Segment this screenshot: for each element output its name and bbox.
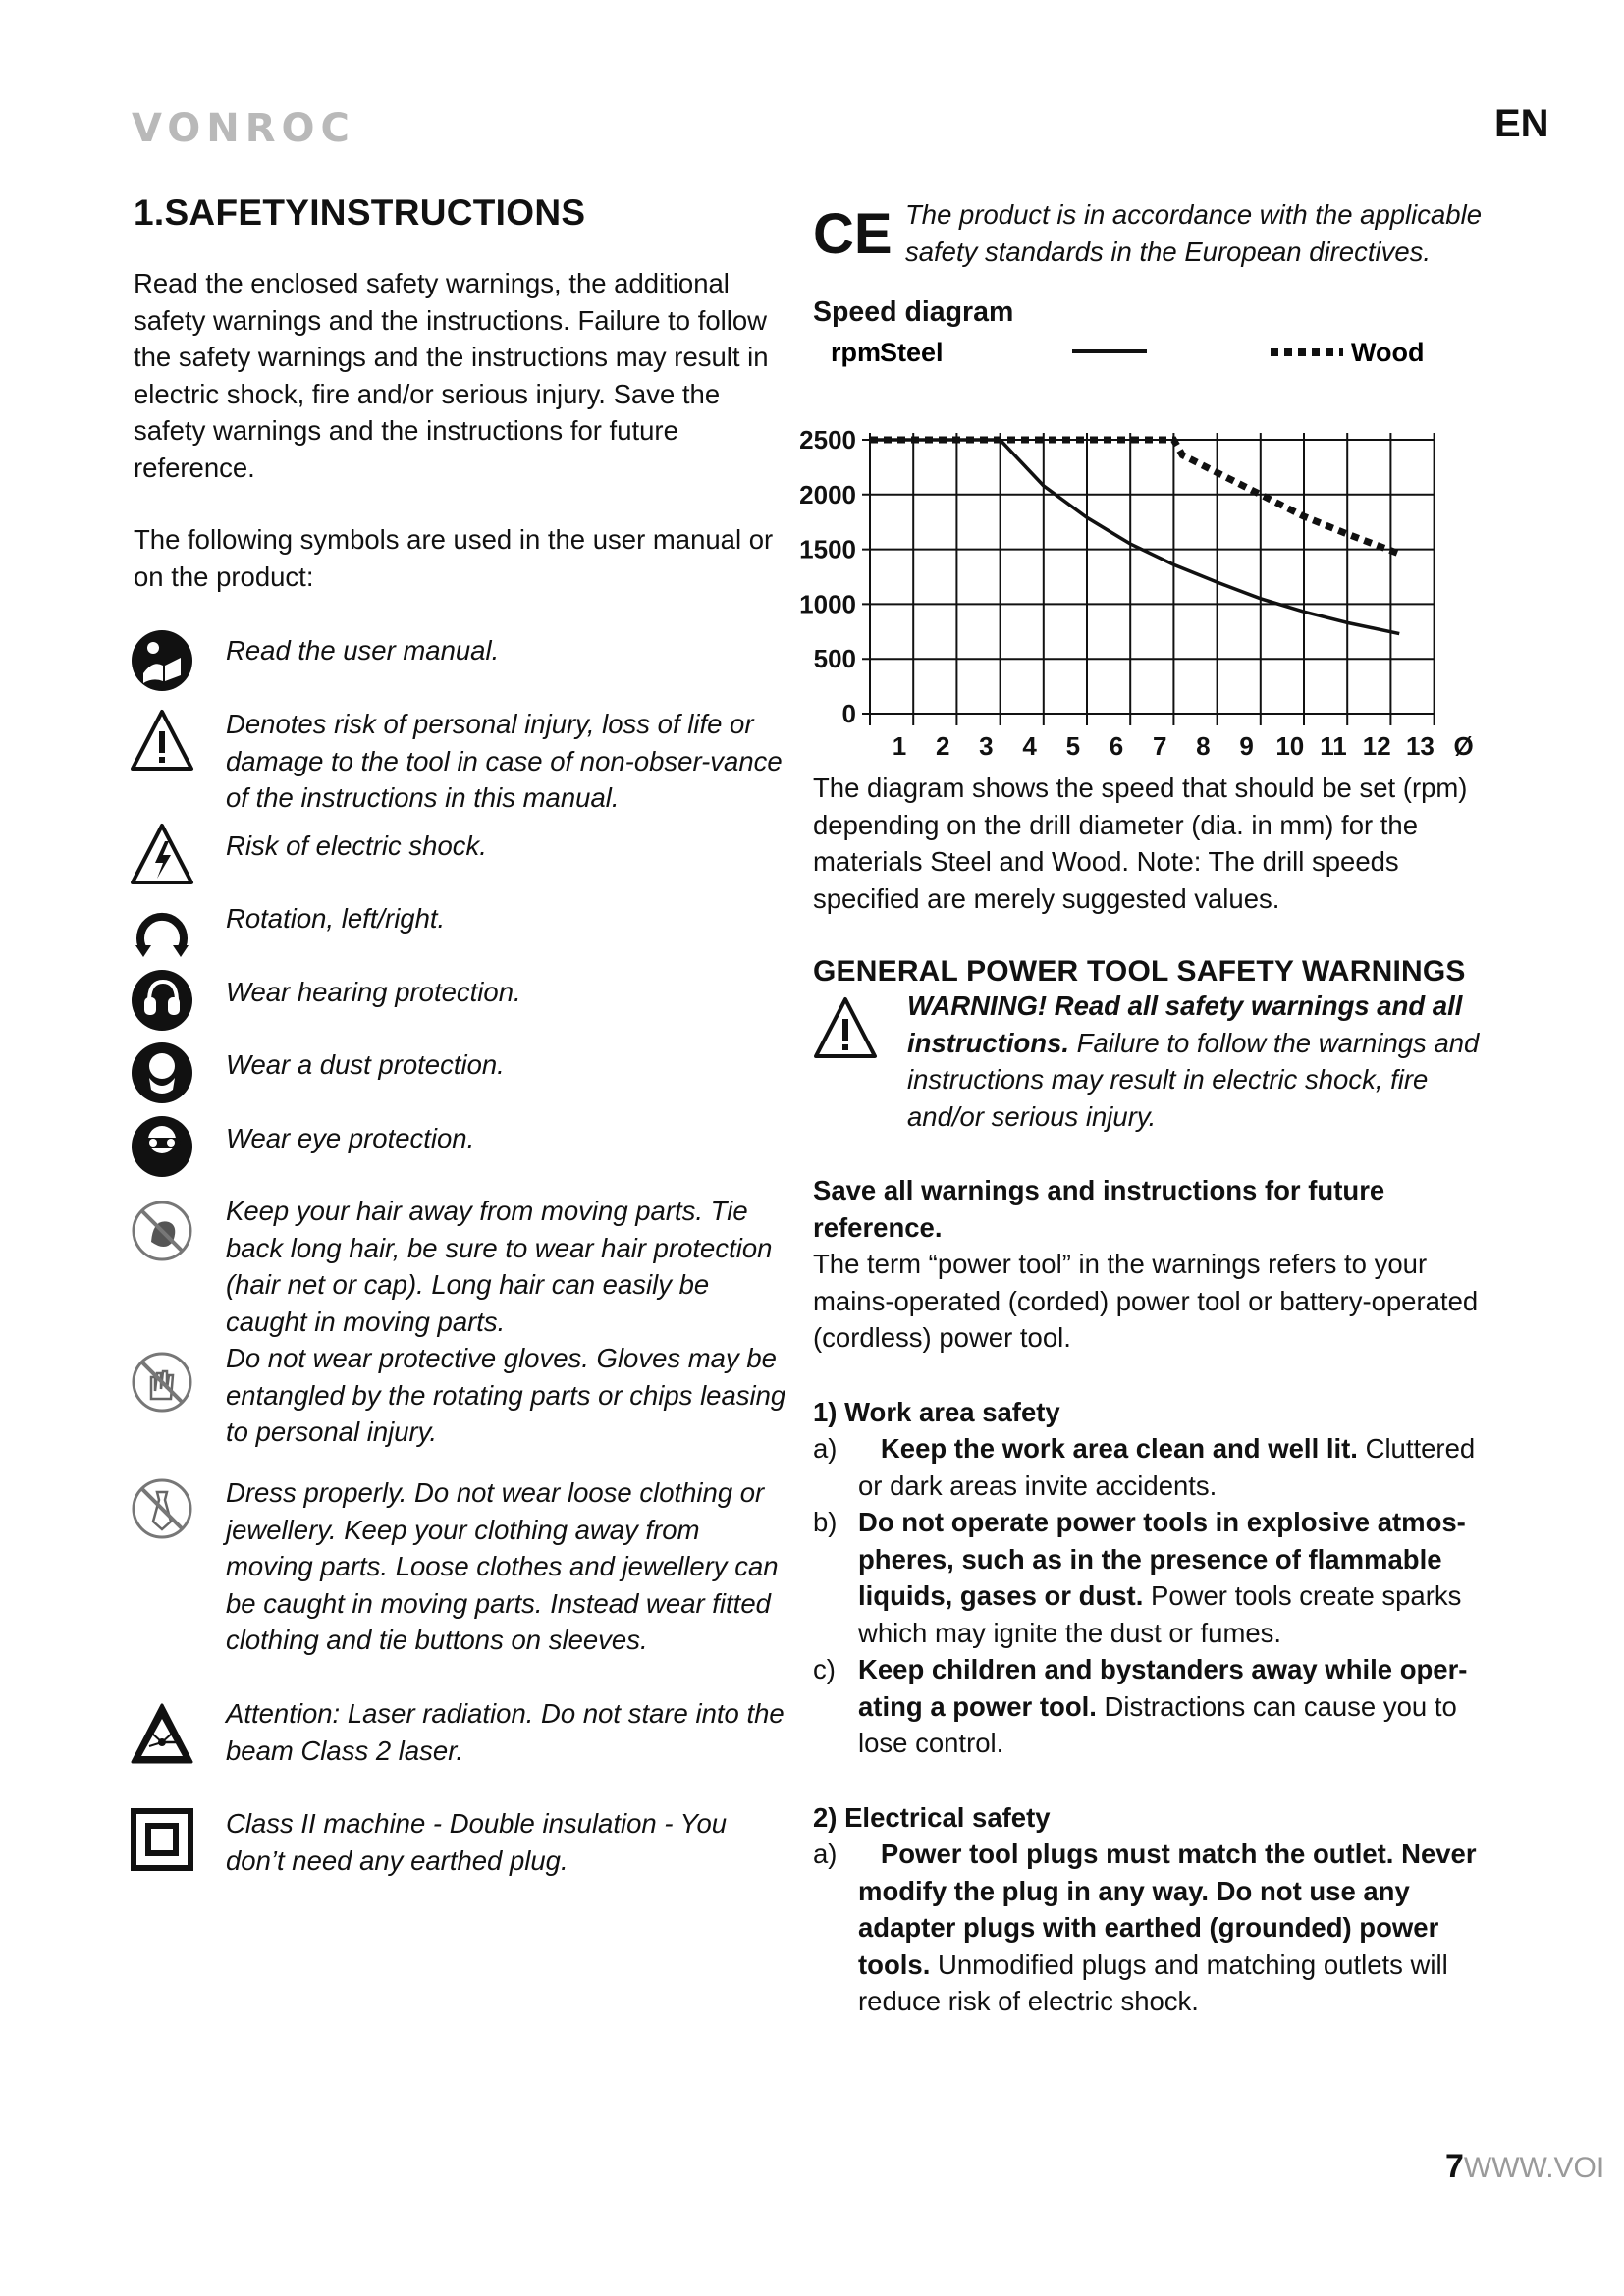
speed-diagram-chart: [799, 331, 1490, 768]
list-rest-text: Distractions can cause you to lose control.: [858, 1690, 1457, 1758]
x-tick-label: 4: [1022, 731, 1037, 761]
symbol-text: Keep your hair away from moving parts. Tie back long hair, be sure to wear hair protection (hair net or cap). Long hair can easily be caught in moving parts.: [226, 1196, 773, 1337]
list-text: [858, 1504, 1490, 1651]
eye-protection-icon: [130, 1114, 194, 1179]
list-bold-text: Keep the work area clean and well lit.: [858, 1433, 1358, 1464]
y-tick-label: 1000: [799, 589, 856, 619]
section-title: 1.SAFETYINSTRUCTIONS: [134, 192, 586, 233]
symbol-row: [134, 1474, 791, 1695]
power-tool-term: The term “power tool” in the warnings refers to your mains-operated (corded) power tool or battery-operated (cordless) power tool.: [813, 1249, 1479, 1353]
y-tick-labels: [799, 425, 856, 728]
y-tick-label: 1500: [799, 534, 856, 564]
symbol-text: Wear a dust protection.: [226, 1049, 505, 1080]
chart-grid: [862, 433, 1435, 725]
warning-rest: Failure to follow the warnings and instructions may result in electric shock, fire and/or serious injury.: [907, 1027, 1480, 1132]
x-tick-label: Ø: [1453, 731, 1474, 761]
symbol-row: [134, 1695, 791, 1805]
symbol-row: [134, 1120, 791, 1193]
y-axis-unit-label: rpm: [831, 338, 882, 367]
list-bold-text: Power tool plugs must match the outlet. Never modify the plug in any way. Do not use any adapter plugs with earthed (grounded) power tools.: [858, 1839, 1485, 1980]
warning-bold: WARNING! Read all safety warnings and all instructions.: [907, 990, 1463, 1058]
y-tick-label: 500: [813, 644, 856, 674]
chart-legend: [831, 338, 1424, 367]
x-tick-label: 5: [1065, 731, 1081, 761]
list-text: [858, 1430, 1490, 1504]
hearing-protection-icon: [130, 968, 194, 1033]
symbol-row: [134, 974, 791, 1046]
x-tick-label: 13: [1405, 731, 1435, 761]
symbol-row: [134, 1046, 791, 1120]
symbol-text: Class II machine - Double insulation - You don’t need any earthed plug.: [226, 1808, 728, 1876]
diagram-note: The diagram shows the speed that should be set (rpm) depending on the drill diameter (dia. in mm) for the materials Steel and Wood. Note: The drill speeds specified are merely suggested values.: [813, 773, 1468, 914]
save-all-instruction: Save all warnings and instructions for future reference.: [813, 1175, 1385, 1243]
symbol-text: Do not wear protective gloves. Gloves may be entangled by the rotating parts or chips leasing to personal injury.: [226, 1343, 786, 1447]
ce-text: The product is in accordance with the applicable safety standards in the European directives.: [905, 199, 1483, 267]
x-tick-label: 3: [979, 731, 994, 761]
general-warnings-heading: GENERAL POWER TOOL SAFETY WARNINGS: [813, 955, 1466, 988]
intro-paragraph: Read the enclosed safety warnings, the additional safety warnings and the instructions. Failure to follow the safety warnings and the instructions may result in electric shock, fire and/or serious injury. Save the safety warnings and the instructions for future reference.: [134, 268, 769, 483]
ce-mark-icon: CE: [813, 202, 893, 266]
website-url: WWW.VOI: [1463, 2152, 1605, 2184]
list-bold-text: Do not operate power tools in explosive atmos-pheres, such as in the presence of flammable liquids, gases or dust.: [858, 1507, 1466, 1611]
symbol-text: Risk of electric shock.: [226, 830, 487, 861]
read-manual-icon: [130, 628, 194, 693]
list-marker: c): [813, 1654, 836, 1684]
x-tick-label: 6: [1109, 731, 1124, 761]
list-item: [813, 1651, 1490, 1762]
symbol-text: Dress properly. Do not wear loose clothing or jewellery. Keep your clothing away from moving parts. Loose clothes and jewellery can be caught in moving parts. Instead wear fitted clothing and tie buttons on sleeves.: [226, 1477, 779, 1655]
list-item: [813, 1430, 1490, 1504]
list-marker: a): [813, 1433, 838, 1464]
ce-statement: [813, 196, 1490, 270]
symbol-text: Read the user manual.: [226, 635, 500, 666]
x-tick-label: 10: [1275, 731, 1305, 761]
series-line-wood: [870, 440, 1399, 554]
list-rest-text: Cluttered or dark areas invite accidents.: [858, 1433, 1476, 1501]
x-tick-label: 7: [1152, 731, 1167, 761]
general-warning-block: [813, 988, 1490, 1135]
legend-wood-label: Wood: [1351, 338, 1425, 367]
x-tick-label: 1: [892, 731, 907, 761]
rotation-icon: [130, 894, 194, 959]
general-warning-text: [907, 988, 1490, 1135]
legend-steel-label: Steel: [880, 338, 944, 367]
speed-diagram-title: Speed diagram: [813, 296, 1014, 328]
x-tick-label: 12: [1362, 731, 1391, 761]
list-bold-text: Keep children and bystanders away while oper-ating a power tool.: [858, 1654, 1468, 1722]
y-tick-label: 2500: [799, 425, 856, 454]
x-tick-label: 2: [935, 731, 950, 761]
left-column: [134, 192, 791, 1884]
list-rest-text: Power tools create sparks which may ignite the dust or fumes.: [858, 1580, 1462, 1648]
symbol-text: Denotes risk of personal injury, loss of life or damage to the tool in case of non-obser-vance of the instructions in this manual.: [226, 709, 783, 813]
warning-triangle-icon: [130, 708, 194, 773]
speed-chart-svg: [799, 331, 1490, 768]
symbol-text: Rotation, left/right.: [226, 903, 446, 934]
list-marker: a): [813, 1839, 838, 1869]
no-long-hair-icon: [130, 1199, 194, 1263]
x-tick-label: 9: [1239, 731, 1254, 761]
page-footer: [1445, 2148, 1604, 2186]
symbol-text: Attention: Laser radiation. Do not stare into the beam Class 2 laser.: [226, 1698, 785, 1766]
symbol-text: Wear eye protection.: [226, 1123, 475, 1153]
symbol-row: [134, 632, 791, 706]
x-tick-label: 8: [1196, 731, 1211, 761]
symbol-row: [134, 1805, 791, 1884]
no-gloves-icon: [130, 1350, 194, 1415]
symbol-row: [134, 706, 791, 813]
symbol-row: [134, 828, 791, 900]
symbol-row: [134, 1340, 791, 1474]
electrical-heading: 2) Electrical safety: [813, 1801, 1051, 1833]
symbol-row: [134, 900, 791, 974]
symbol-text: Wear hearing protection.: [226, 977, 521, 1007]
list-rest-text: Unmodified plugs and matching outlets will reduce risk of electric shock.: [858, 1949, 1448, 2016]
right-column: [799, 196, 1490, 2020]
no-loose-clothing-icon: [130, 1476, 194, 1541]
work-area-heading: 1) Work area safety: [813, 1396, 1060, 1427]
list-item: [813, 1836, 1490, 2020]
list-text: [858, 1651, 1490, 1762]
y-tick-label: 2000: [799, 479, 856, 509]
x-tick-labels: [893, 731, 1474, 761]
warning-triangle-icon: [813, 995, 878, 1060]
brand-logo: VONROC: [132, 106, 355, 151]
page-number: 7: [1445, 2148, 1464, 2185]
symbols-intro: The following symbols are used in the user manual or on the product:: [134, 524, 774, 592]
y-tick-label: 0: [841, 699, 856, 728]
laser-radiation-icon: [130, 1701, 194, 1766]
electric-shock-icon: [130, 822, 194, 886]
language-code: EN: [1494, 102, 1549, 145]
dust-mask-icon: [130, 1041, 194, 1105]
class-ii-double-insulation-icon: [130, 1807, 194, 1872]
list-item: [813, 1504, 1490, 1651]
work-area-list: [813, 1430, 1490, 1762]
symbol-row: [134, 1193, 791, 1340]
list-text: [858, 1836, 1490, 2020]
electrical-list: [813, 1836, 1490, 2020]
x-tick-label: 11: [1320, 731, 1347, 761]
list-marker: b): [813, 1507, 838, 1537]
